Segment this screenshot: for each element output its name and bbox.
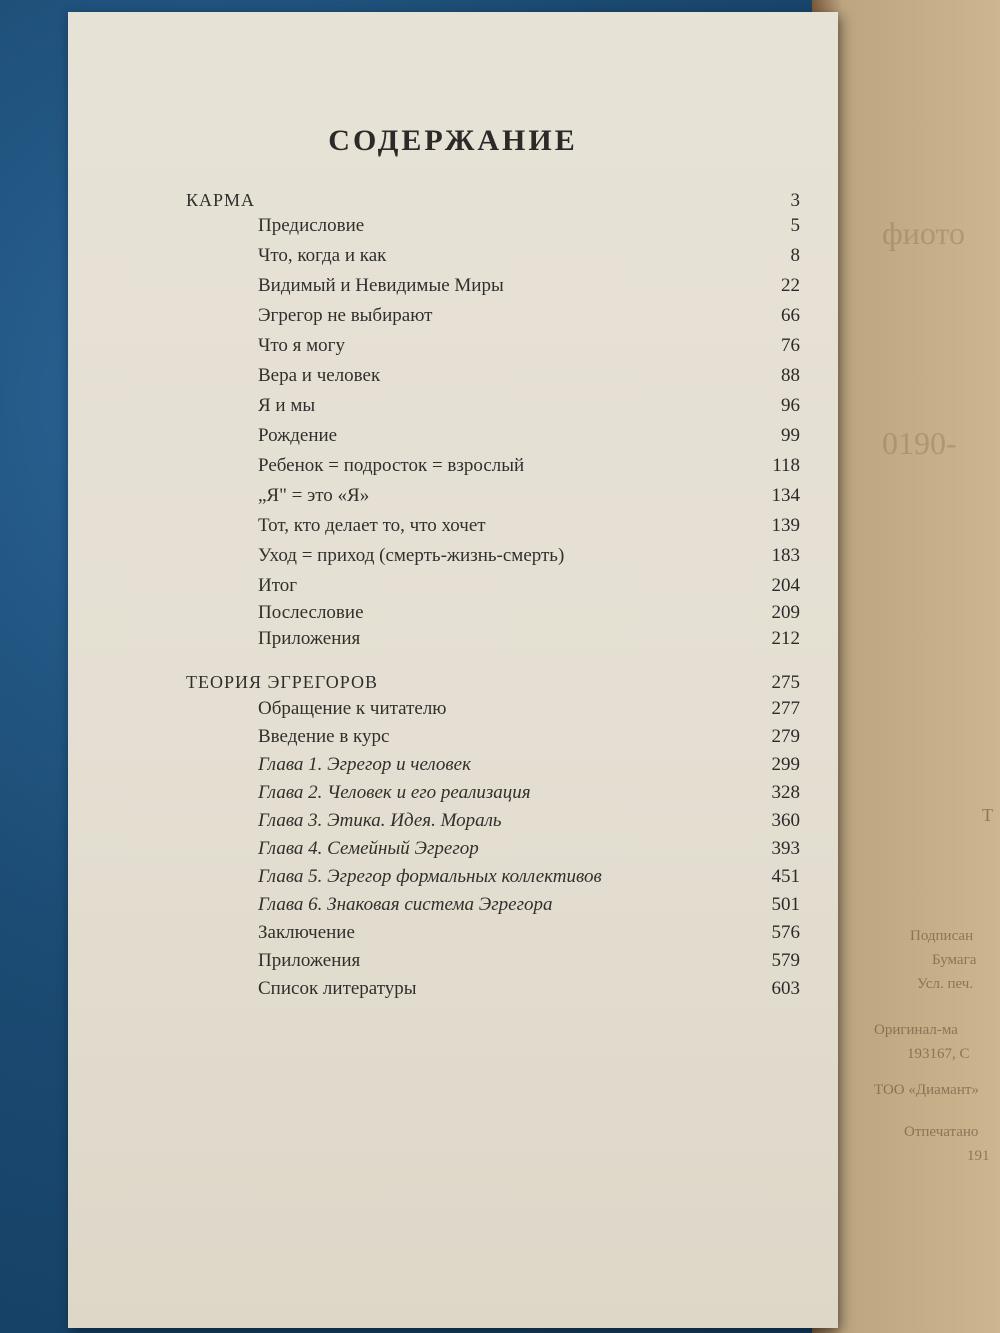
facing-page-text: Отпечатано: [904, 1124, 979, 1140]
toc-entry: [258, 545, 800, 573]
toc-entry: [258, 602, 800, 630]
toc-entry-page: 5: [790, 215, 800, 236]
toc-entry-page: 576: [771, 922, 800, 943]
toc-entry-label: Видимый и Невидимые Миры: [258, 275, 504, 296]
toc-entry-page: 22: [781, 275, 800, 296]
section-page-karma: 3: [790, 190, 800, 211]
toc-entry: [258, 894, 800, 922]
toc-entry-page: 603: [771, 978, 800, 999]
toc-entry-page: 212: [771, 628, 800, 649]
toc-entry-page: 8: [790, 245, 800, 266]
toc-entry: [258, 782, 800, 810]
page-title: СОДЕРЖАНИЕ: [328, 124, 578, 157]
toc-entry-label: Глава 2. Человек и его реализация: [258, 782, 531, 803]
facing-page-text: 193167, С: [907, 1046, 970, 1062]
toc-entry-page: 360: [771, 810, 800, 831]
facing-page-text: Подписан: [910, 928, 974, 944]
toc-entry-page: 279: [771, 726, 800, 747]
toc-entry-label: Рождение: [258, 425, 338, 446]
toc-entry-page: 328: [771, 782, 800, 803]
toc-entry: [258, 978, 800, 1006]
toc-entry-page: 118: [772, 455, 800, 476]
facing-page-faint-text: 0190-: [882, 425, 957, 461]
toc-entry-page: 139: [771, 515, 800, 536]
toc-entry-label: Заключение: [258, 922, 355, 943]
toc-entry: [258, 305, 800, 333]
facing-page-text: Бумага: [932, 952, 977, 968]
toc-entry-page: 451: [771, 866, 800, 887]
toc-entry: [258, 726, 800, 754]
toc-entry-page: 299: [771, 754, 800, 775]
toc-entry: [258, 335, 800, 363]
toc-entry: [258, 866, 800, 894]
toc-entry-page: 88: [781, 365, 800, 386]
toc-entry: [258, 838, 800, 866]
toc-entry-label: Глава 4. Семейный Эгрегор: [258, 838, 479, 859]
contents-page: [68, 12, 838, 1328]
toc-entry: [258, 365, 800, 393]
toc-entry-label: Итог: [258, 575, 298, 596]
toc-entry-label: Введение в курс: [258, 726, 390, 747]
toc-entry-label: Эгрегор не выбирают: [258, 305, 433, 326]
toc-entry-page: 99: [781, 425, 800, 446]
toc-entry-label: Что я могу: [258, 335, 345, 356]
facing-page-text: Т: [982, 805, 993, 825]
toc-entry: [258, 215, 800, 243]
toc-entry: [258, 245, 800, 273]
toc-entry-label: Послесловие: [258, 602, 364, 623]
toc-entry: [258, 395, 800, 423]
facing-page-text: ТОО «Диамант»: [874, 1082, 979, 1098]
toc-entry-page: 277: [771, 698, 800, 719]
toc-entry-page: 393: [771, 838, 800, 859]
toc-entry: [258, 515, 800, 543]
toc-entry-label: Глава 3. Этика. Идея. Мораль: [258, 810, 502, 831]
toc-entry-page: 66: [781, 305, 800, 326]
toc-entry: [258, 950, 800, 978]
facing-page-text: Усл. печ.: [917, 976, 974, 992]
toc-entry-label: Что, когда и как: [258, 245, 387, 266]
toc-entry-label: Глава 1. Эгрегор и человек: [258, 754, 471, 775]
toc-entry-page: 579: [771, 950, 800, 971]
section-title-karma: КАРМА: [186, 190, 256, 210]
toc-entry: [258, 425, 800, 453]
facing-page-text: 191: [967, 1148, 990, 1164]
toc-entry-label: Тот, кто делает то, что хочет: [258, 515, 486, 536]
toc-entry-page: 209: [771, 602, 800, 623]
toc-entry-label: Вера и человек: [258, 365, 381, 386]
toc-entry-page: 76: [781, 335, 800, 356]
facing-page: [812, 0, 1000, 1333]
toc-entry-label: Глава 6. Знаковая система Эгрегора: [258, 894, 553, 915]
facing-page-text: Оригинал-ма: [874, 1022, 958, 1038]
toc-entry-page: 183: [771, 545, 800, 566]
section-page-egregor-theory: 275: [771, 672, 800, 693]
toc-entry-page: 501: [771, 894, 800, 915]
toc-entry-label: Предисловие: [258, 215, 365, 236]
toc-entry-label: Уход = приход (смерть-жизнь-смерть): [258, 545, 565, 566]
toc-entry: [258, 922, 800, 950]
toc-entry-label: Глава 5. Эгрегор формальных коллективов: [258, 866, 602, 887]
toc-entry-label: „Я" = это «Я»: [258, 485, 370, 506]
toc-entry: [258, 754, 800, 782]
toc-entry-label: Приложения: [258, 628, 361, 649]
toc-entry: [258, 628, 800, 656]
facing-page-faint-text: фиото: [882, 215, 965, 251]
toc-entry: [258, 810, 800, 838]
toc-entry: [258, 275, 800, 303]
toc-entry-label: Обращение к читателю: [258, 698, 447, 719]
toc-entry-label: Ребенок = подросток = взрослый: [258, 455, 525, 476]
toc-entry-page: 134: [771, 485, 800, 506]
section-title-egregor-theory: ТЕОРИЯ ЭГРЕГОРОВ: [186, 672, 378, 692]
toc-entry-label: Я и мы: [258, 395, 316, 416]
toc-entry: [258, 455, 800, 483]
toc-entry-label: Приложения: [258, 950, 361, 971]
toc-entry: [258, 575, 800, 603]
toc-entry-page: 96: [781, 395, 800, 416]
toc-entry: [258, 485, 800, 513]
toc-entry-page: 204: [771, 575, 800, 596]
toc-entry: [258, 698, 800, 726]
toc-entry-label: Список литературы: [258, 978, 417, 999]
